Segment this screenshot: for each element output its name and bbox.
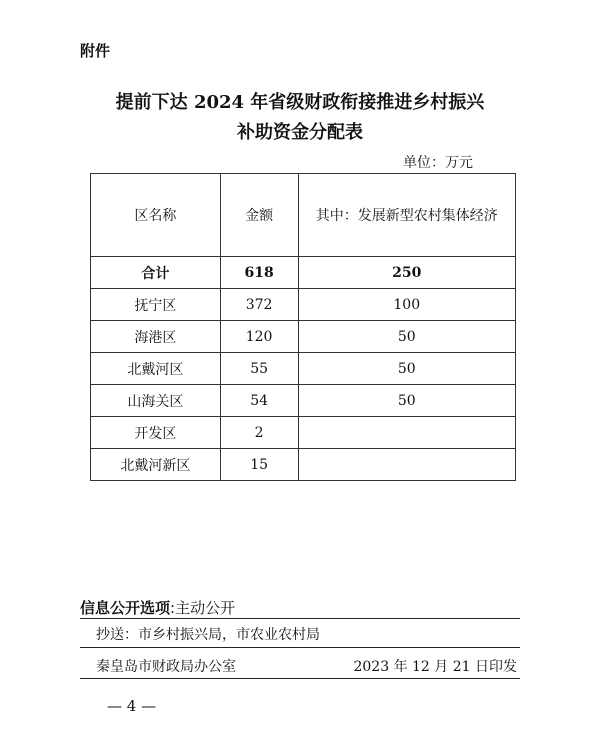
info-disclosure-option <box>80 597 235 618</box>
table-row <box>91 289 516 321</box>
district-amount: 15 <box>220 449 298 481</box>
document-title-line1: 提前下达 2024 年省级财政衔接推进乡村振兴 <box>115 92 485 113</box>
header-district-name: 区名称 <box>91 174 221 257</box>
info-disclosure-label: 信息公开选项 <box>80 599 171 617</box>
district-amount: 54 <box>220 385 298 417</box>
district-collective: 50 <box>298 385 515 417</box>
district-amount: 55 <box>220 353 298 385</box>
table-total-row <box>91 257 516 289</box>
total-collective: 250 <box>298 257 515 289</box>
table-row <box>91 417 516 449</box>
document-title-line2: 补助资金分配表 <box>237 122 363 143</box>
district-collective: 50 <box>298 321 515 353</box>
district-name: 开发区 <box>91 417 221 449</box>
total-label: 合计 <box>91 257 221 289</box>
district-amount: 372 <box>220 289 298 321</box>
info-disclosure-value: :主动公开 <box>170 599 236 617</box>
header-amount: 金额 <box>220 174 298 257</box>
unit-label: 单位：万元 <box>403 155 473 171</box>
district-name: 抚宁区 <box>91 289 221 321</box>
header-collective-economy: 其中：发展新型农村集体经济 <box>298 174 515 257</box>
district-name: 山海关区 <box>91 385 221 417</box>
district-collective: 50 <box>298 353 515 385</box>
district-name: 北戴河区 <box>91 353 221 385</box>
table-row <box>91 353 516 385</box>
divider-line <box>80 618 520 619</box>
district-amount: 2 <box>220 417 298 449</box>
divider-line <box>80 647 520 648</box>
cc-recipients: 抄送：市乡村振兴局，市农业农村局 <box>96 627 320 643</box>
allocation-table <box>90 173 516 481</box>
divider-line <box>80 678 520 679</box>
table-row <box>91 385 516 417</box>
table-row <box>91 321 516 353</box>
district-collective: 100 <box>298 289 515 321</box>
district-collective <box>298 449 515 481</box>
issue-date: 2023 年 12 月 21 日印发 <box>353 659 517 675</box>
district-amount: 120 <box>220 321 298 353</box>
issuing-office: 秦皇岛市财政局办公室 <box>96 659 236 675</box>
district-name: 北戴河新区 <box>91 449 221 481</box>
district-collective <box>298 417 515 449</box>
total-amount: 618 <box>220 257 298 289</box>
district-name: 海港区 <box>91 321 221 353</box>
table-row <box>91 449 516 481</box>
attachment-label: 附件 <box>80 42 111 60</box>
table-header-row <box>91 174 516 257</box>
page-number: — 4 — <box>107 697 157 715</box>
